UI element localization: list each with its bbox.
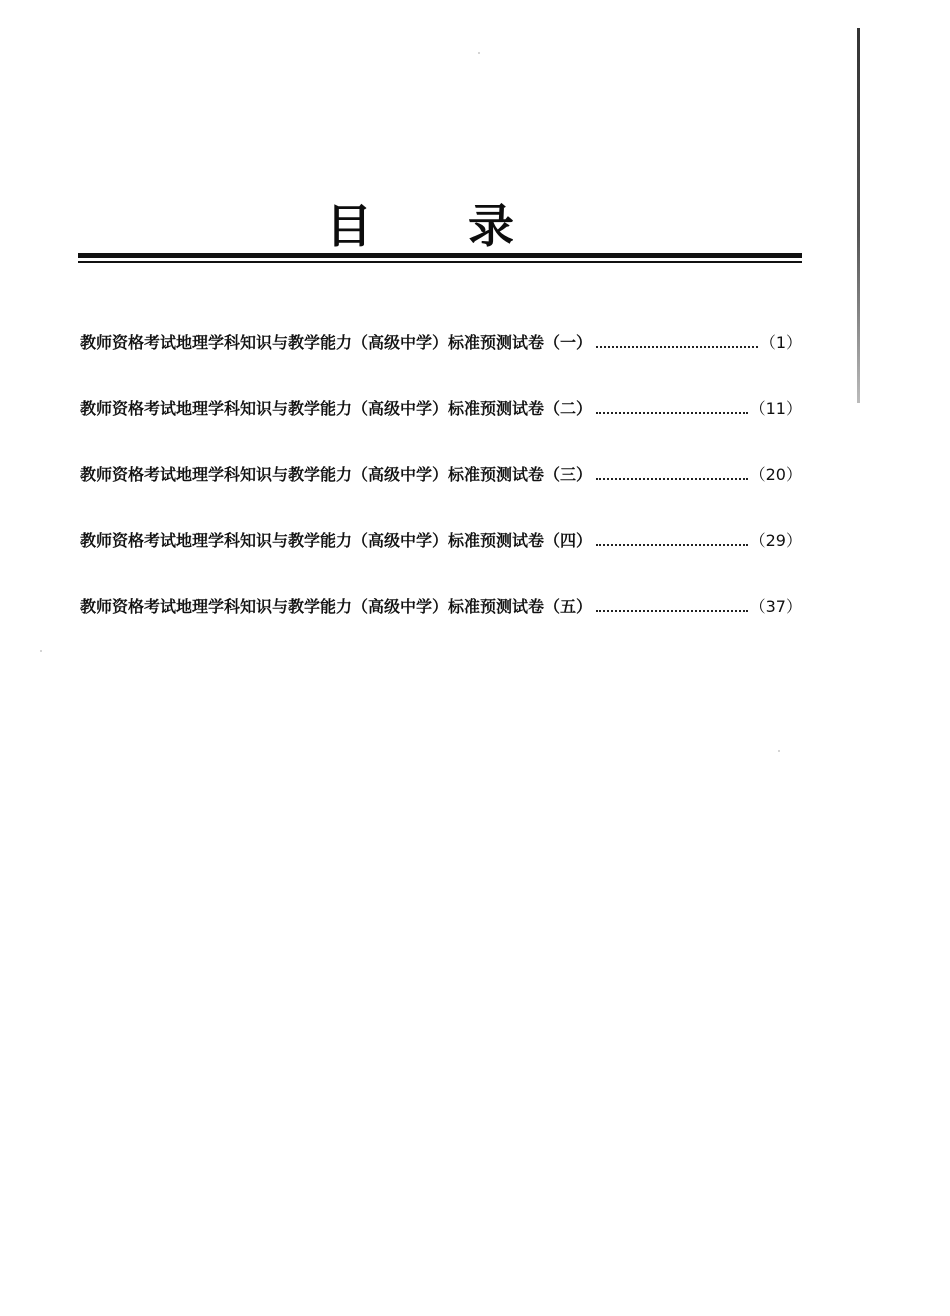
toc-entry[interactable]	[80, 396, 802, 462]
page-title: 目 录	[325, 199, 554, 253]
toc-dot-leader	[596, 609, 748, 612]
scan-speck	[40, 650, 42, 652]
toc-entry-page: （37）	[749, 597, 802, 616]
toc-entry[interactable]	[80, 330, 802, 396]
title-rule-thin	[78, 261, 802, 263]
toc-entry-title: 教师资格考试地理学科知识与教学能力（高级中学）标准预测试卷（三）	[80, 465, 593, 484]
scan-edge-mark	[857, 28, 860, 403]
toc-entry-page: （1）	[759, 333, 802, 352]
toc-dot-leader	[596, 345, 758, 348]
toc-dot-leader	[596, 411, 748, 414]
toc-entry-title: 教师资格考试地理学科知识与教学能力（高级中学）标准预测试卷（五）	[80, 597, 593, 616]
toc-entry[interactable]	[80, 594, 802, 660]
scan-speck	[778, 750, 780, 752]
toc-entry-title: 教师资格考试地理学科知识与教学能力（高级中学）标准预测试卷（二）	[80, 399, 593, 418]
toc-entry-page: （20）	[749, 465, 802, 484]
toc-entry[interactable]	[80, 528, 802, 594]
toc-entry-page: （29）	[749, 531, 802, 550]
toc-entry-title: 教师资格考试地理学科知识与教学能力（高级中学）标准预测试卷（一）	[80, 333, 593, 352]
table-of-contents	[80, 330, 802, 660]
toc-dot-leader	[596, 477, 748, 480]
toc-entry[interactable]	[80, 462, 802, 528]
toc-entry-page: （11）	[749, 399, 802, 418]
toc-entry-title: 教师资格考试地理学科知识与教学能力（高级中学）标准预测试卷（四）	[80, 531, 593, 550]
scan-speck	[478, 52, 480, 54]
toc-dot-leader	[596, 543, 748, 546]
title-rule-thick	[78, 253, 802, 258]
